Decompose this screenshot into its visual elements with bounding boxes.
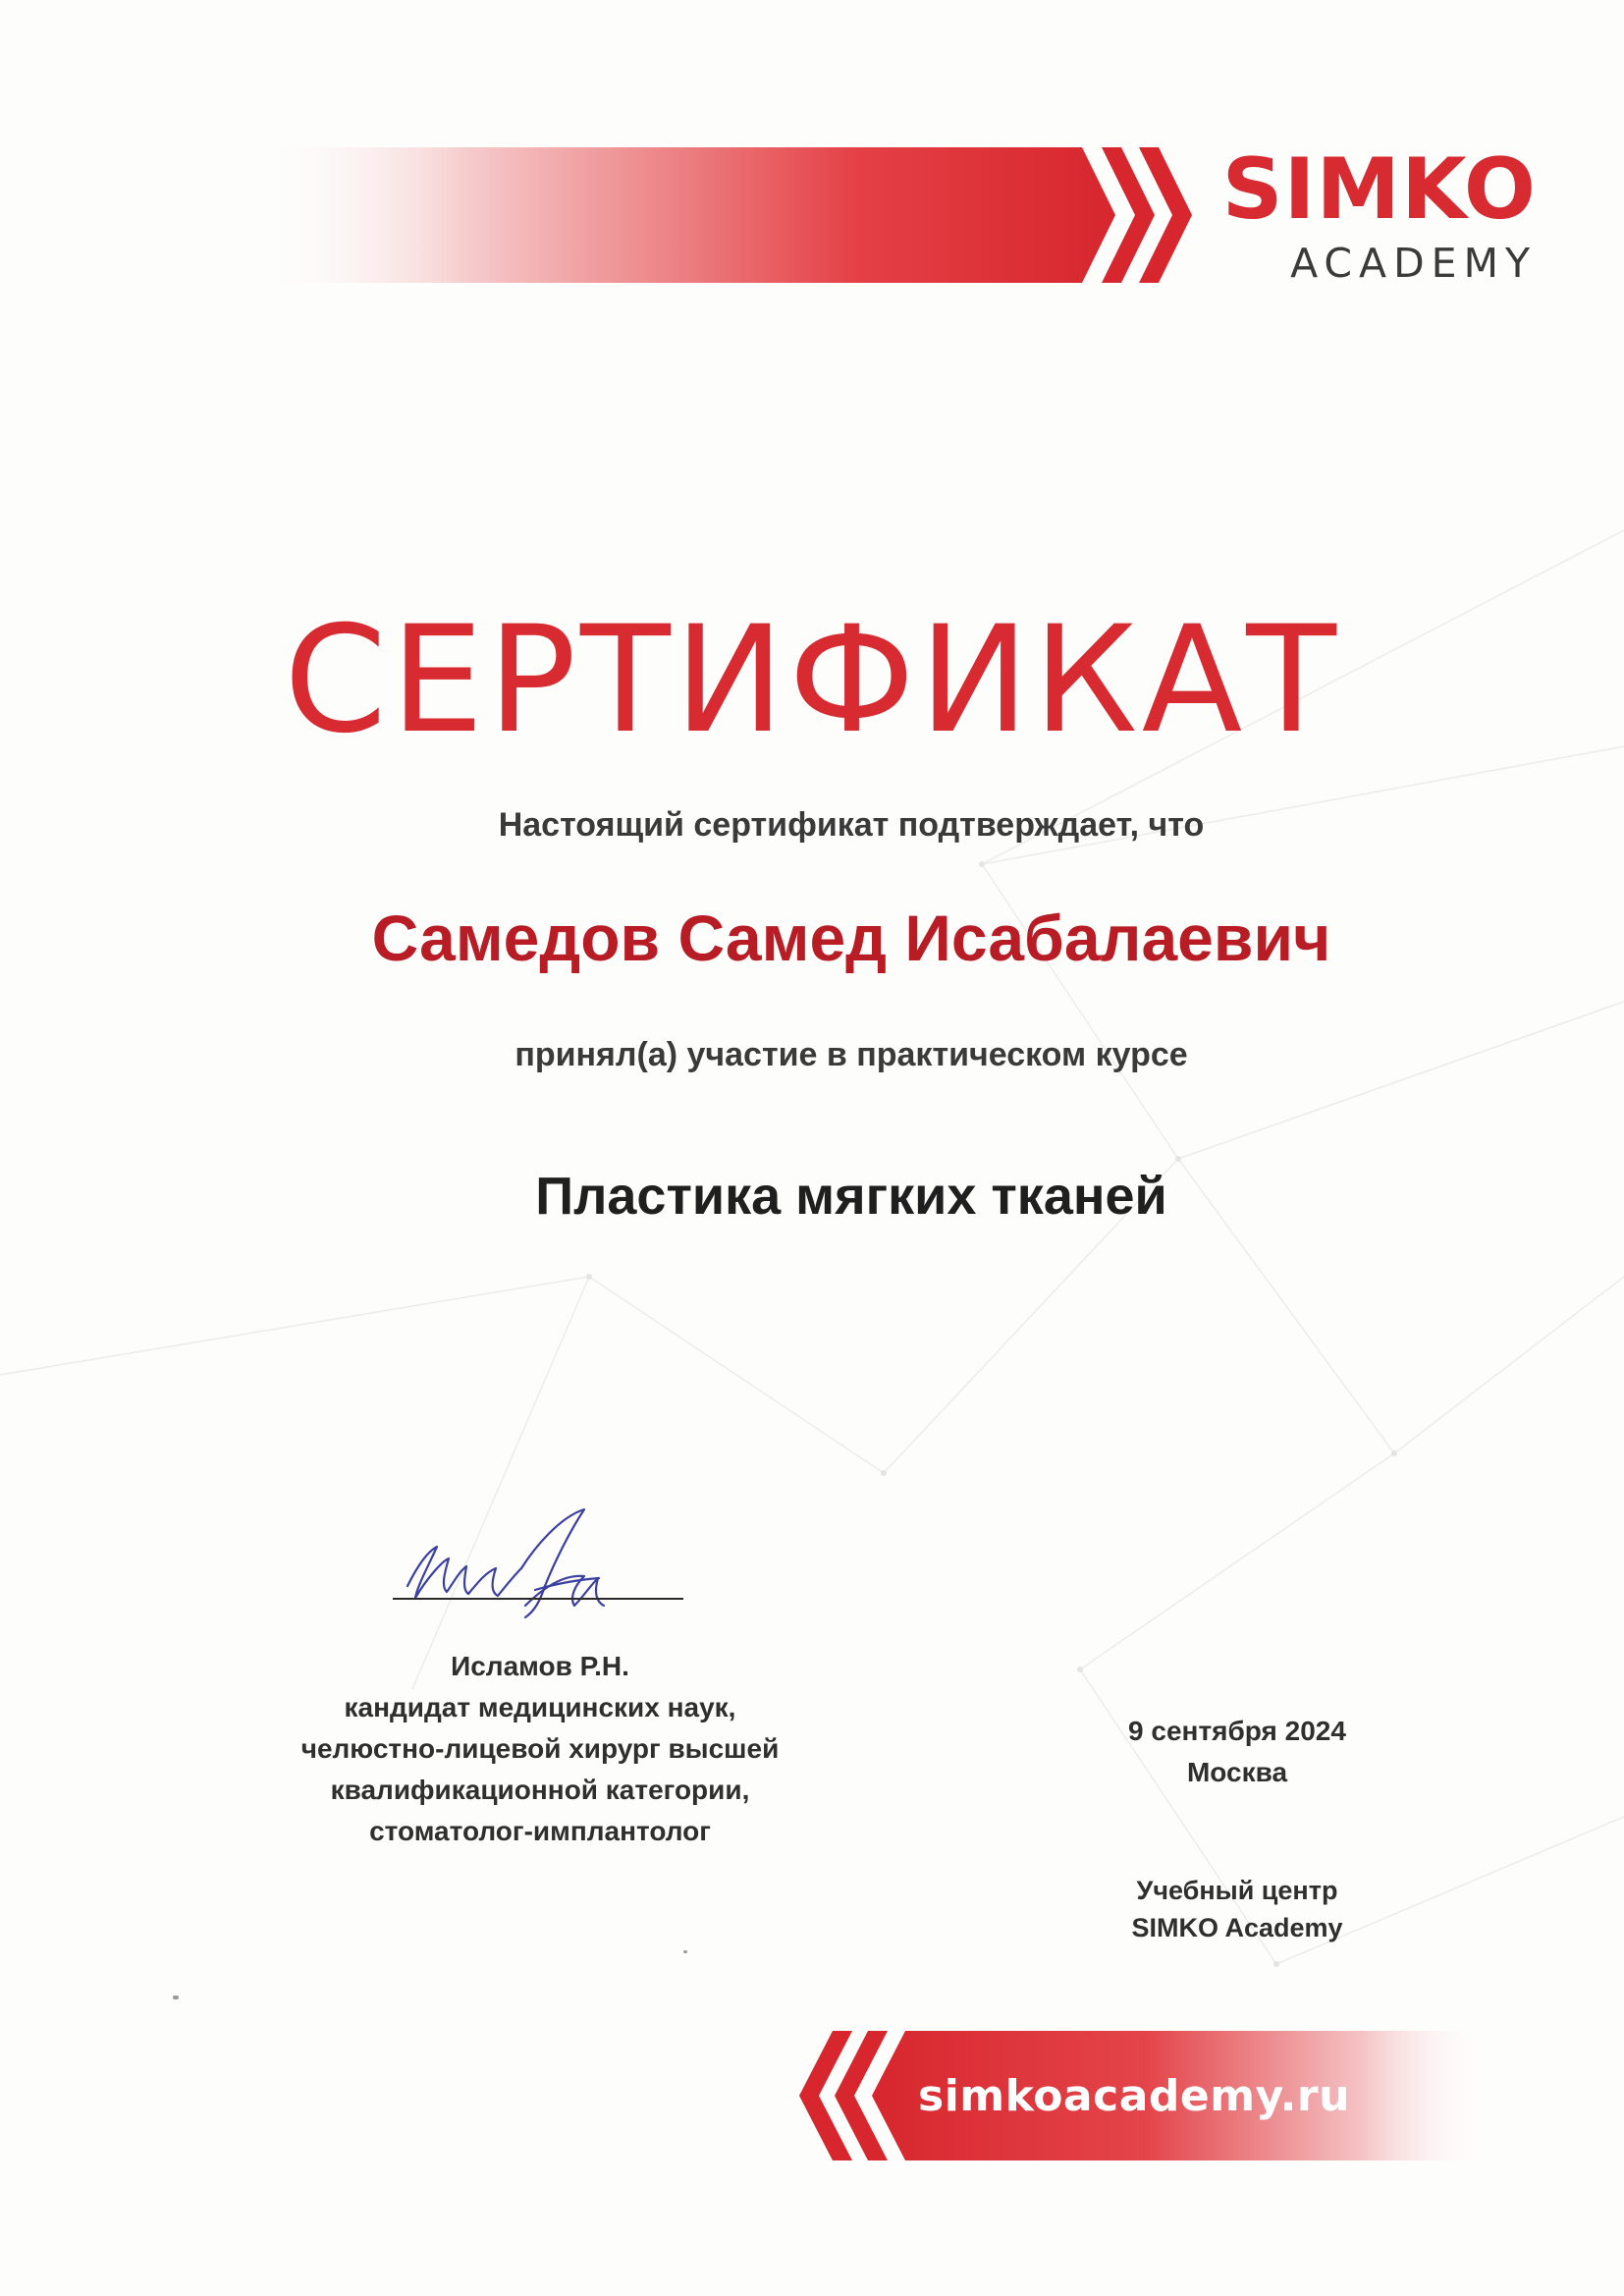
issue-block: [1051, 1711, 1424, 1793]
recipient-name: Самедов Самед Исабалаевич: [371, 902, 1331, 974]
participation-text: принял(а) участие в практическом курсе: [514, 1036, 1188, 1073]
signer-block: [245, 1646, 835, 1852]
logo-subtitle: ACADEMY: [1290, 240, 1537, 287]
website-link[interactable]: simkoacademy.ru: [918, 2071, 1350, 2121]
issuer-line: Учебный центр: [1136, 1876, 1338, 1905]
signer-title-line: квалификационной категории,: [330, 1775, 750, 1805]
issue-date: 9 сентября 2024: [1128, 1716, 1346, 1746]
signature-line: [393, 1598, 683, 1600]
signer-title-line: челюстно-лицевой хирург высшей: [300, 1733, 780, 1764]
scan-speck: [173, 1995, 179, 1999]
issue-city: Москва: [1186, 1757, 1288, 1787]
issuer-line: SIMKO Academy: [1131, 1913, 1343, 1942]
signer-name: Исламов Р.Н.: [451, 1651, 629, 1681]
logo-wordmark: SIMKO: [1221, 140, 1537, 239]
top-gradient-banner: [257, 147, 1200, 283]
signer-title-line: стоматолог-имплантолог: [369, 1816, 711, 1846]
confirmation-text: Настоящий сертификат подтверждает, что: [498, 806, 1205, 844]
scan-speck: [683, 1950, 687, 1953]
course-name: Пластика мягких тканей: [535, 1167, 1167, 1226]
simko-academy-logo: [1203, 140, 1537, 293]
issuer-block: [1051, 1872, 1424, 1946]
signer-degree: кандидат медицинских наук,: [344, 1692, 736, 1722]
certificate-title: СЕРТИФИКАТ: [284, 595, 1340, 766]
handwritten-signature-icon: [388, 1507, 702, 1625]
